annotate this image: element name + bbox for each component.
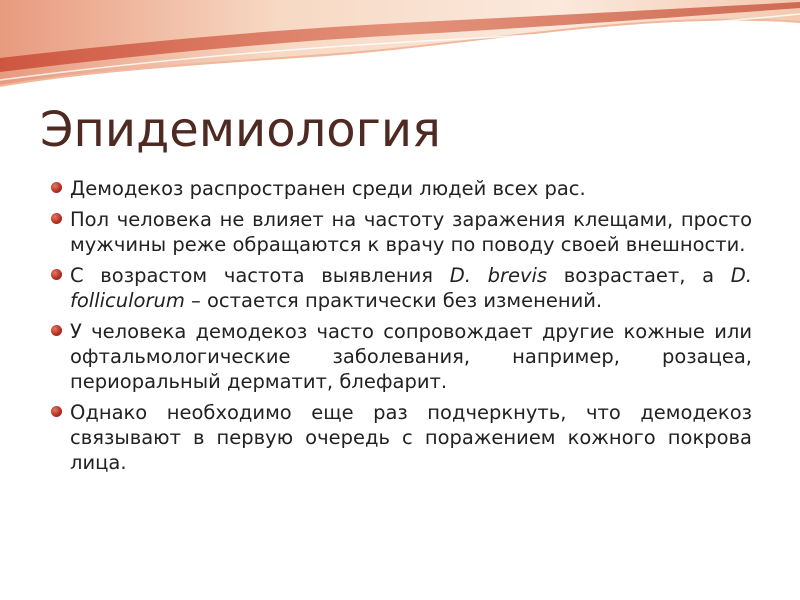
bullet-text-segment: Пол человека не влияет на частоту заражения клещами, просто мужчины реже обращаются к врачу по поводу своей внешности. <box>70 208 752 256</box>
header-wave-decoration <box>0 0 800 100</box>
bullet-item <box>48 207 752 257</box>
bullet-dot-icon <box>51 406 62 417</box>
bullet-dot-icon <box>51 325 62 336</box>
bullet-dot-icon <box>51 269 62 280</box>
bullet-item <box>48 176 752 201</box>
bullet-text-segment: Однако необходимо еще раз подчеркнуть, что демодекоз связывают в первую очередь с поражением кожного покрова лица. <box>70 401 752 474</box>
species-name-italic: D. brevis <box>449 264 548 287</box>
bullet-item <box>48 319 752 394</box>
bullet-item <box>48 263 752 313</box>
bullet-text <box>70 320 752 393</box>
bullet-text <box>70 264 752 312</box>
bullet-text <box>70 177 586 200</box>
bullet-text-segment: С возрастом частота выявления <box>70 264 450 287</box>
bullet-text-segment: возрастает, а <box>547 264 731 287</box>
bullet-text <box>70 401 752 474</box>
bullet-text-segment: Демодекоз распространен среди людей всех рас. <box>70 177 586 200</box>
bullet-text-segment: – остается практически без изменений. <box>184 289 603 312</box>
slide-title: Эпидемиология <box>40 102 441 158</box>
bullet-dot-icon <box>51 213 62 224</box>
bullet-dot-icon <box>51 182 62 193</box>
bullet-item <box>48 400 752 475</box>
bullet-text-segment: У человека демодекоз часто сопровождает другие кожные или офтальмологические заболевания, например, розацеа, периоральный дерматит, блефарит. <box>70 320 752 393</box>
species-name-italic: D. folliculorum <box>70 264 753 312</box>
bullet-text <box>70 208 752 256</box>
bullet-list <box>48 176 752 481</box>
